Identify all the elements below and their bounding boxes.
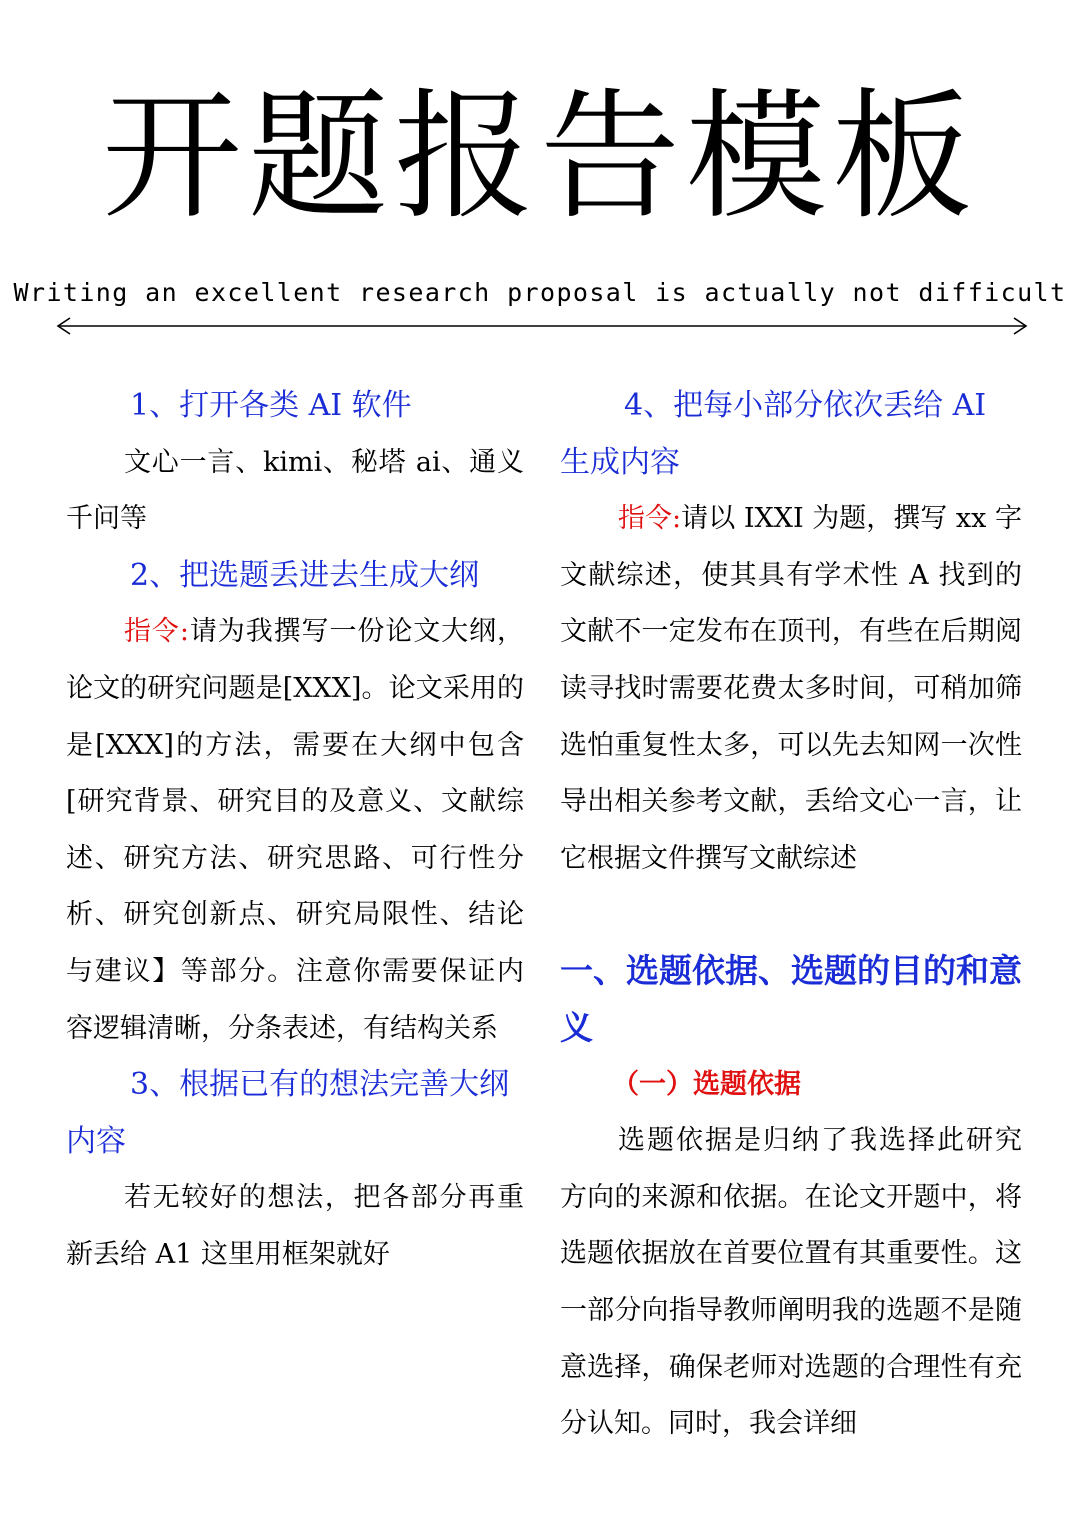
- step4-paragraph: [560, 491, 1022, 887]
- step3-text: 若无较好的想法，把各部分再重新丢给 A1 这里用框架就好: [66, 1182, 524, 1270]
- right-column: [560, 378, 1022, 1453]
- step4-instruction-label: 指令:: [618, 503, 682, 535]
- page-subtitle: Writing an excellent research proposal is actually not difficult: [13, 278, 1067, 307]
- step1-heading: 1、打开各类 AI 软件: [130, 388, 412, 423]
- double-arrow-divider: [54, 312, 1030, 340]
- subsection1-text: 选题依据是归纳了我选择此研究方向的来源和依据。在论文开题中，将选题依据放在首要位置有其重要性。这一部分向指导教师阐明我的选题不是随意选择，确保老师对选题的合理性有充分认知。同时，我会详细: [560, 1125, 1022, 1440]
- step2-paragraph: [66, 604, 524, 1057]
- section1-heading: 一、选题依据、选题的目的和意义: [560, 951, 1022, 1047]
- page-title: 开题报告模板: [101, 76, 978, 239]
- step4-text: 请以 IXXI 为题，撰写 xx 字文献综述，使其具有学术性 A 找到的文献不一定发布在顶刊，有些在后期阅读寻找时需要花费太多时间，可稍加筛选怕重复性太多，可以先去知网一次性导出相关参考文献，丢给文心一言，让它根据文件撰写文献综述: [560, 503, 1022, 874]
- step2-instruction-label: 指令:: [124, 616, 189, 648]
- step2-text: 请为我撰写一份论文大纲，论文的研究问题是[XXX]。论文采用的是[XXX]的方法，需要在大纲中包含[研究背景、研究目的及意义、文献综述、研究方法、研究思路、可行性分析、研究创新点、研究局限性、结论与建议】等部分。注意你需要保证内容逻辑清晰，分条表述，有结构关系: [66, 616, 525, 1044]
- step2-heading: 2、把选题丢进去生成大纲: [130, 557, 480, 593]
- step4-heading: 4、把每小部分依次丢给 AI 生成内容: [560, 388, 987, 480]
- subsection1-heading: （一）选题依据: [612, 1068, 801, 1100]
- step3-heading: 3、根据已有的想法完善大纲内容: [66, 1067, 510, 1159]
- step1-text: 文心一言、kimi、秘塔 ai、通义千问等: [66, 446, 524, 535]
- left-column: [66, 378, 524, 1284]
